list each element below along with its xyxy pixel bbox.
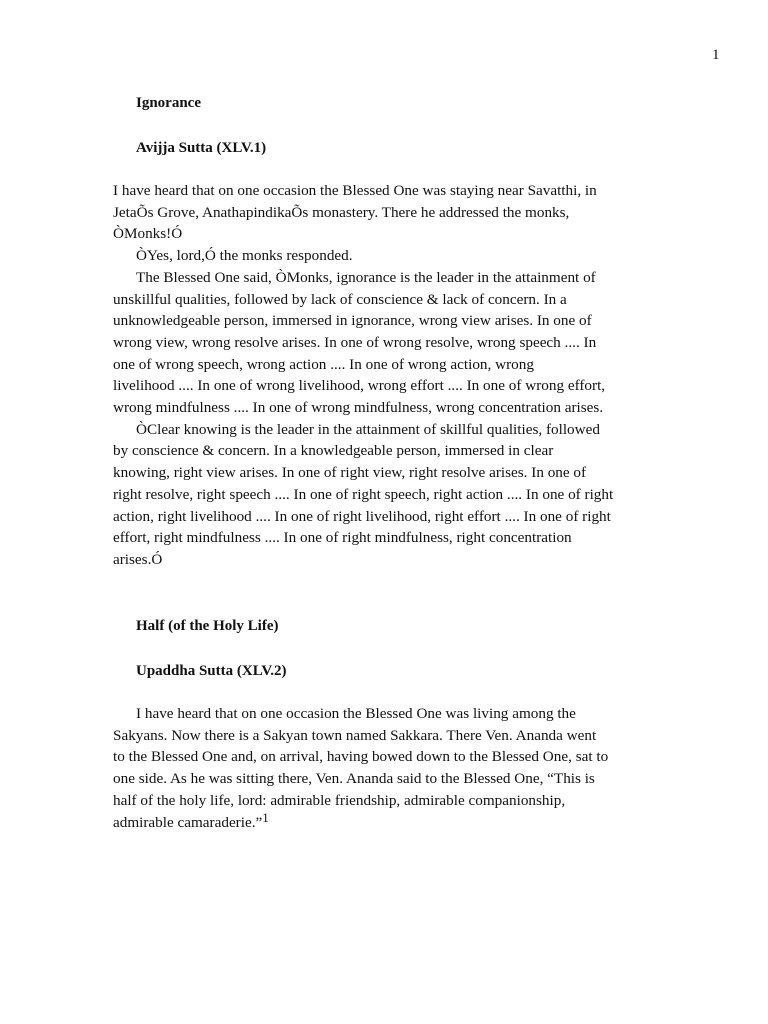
text-line: ÒClear knowing is the leader in the attainment of skillful qualities, followed: [136, 420, 600, 438]
sutta-title-upaddha: Upaddha Sutta (XLV.2): [136, 663, 287, 679]
text-line: arises.Ó: [113, 550, 163, 568]
section-title-ignorance: Ignorance: [136, 95, 201, 111]
section-title-half-holy-life: Half (of the Holy Life): [136, 618, 279, 634]
text-line-last: [113, 809, 673, 834]
text-line: by conscience & concern. In a knowledgeable person, immersed in clear: [113, 442, 554, 460]
text-line: knowing, right view arises. In one of right view, right resolve arises. In one of: [113, 464, 587, 482]
text-line: livelihood .... In one of wrong livelihood, wrong effort .... In one of wrong effort,: [113, 377, 606, 395]
body-paragraph-2: [113, 703, 673, 833]
text-line: admirable camaraderie.”: [113, 813, 263, 831]
text-line: action, right livelihood .... In one of right livelihood, right effort .... In one of right: [113, 507, 611, 525]
text-line: effort, right mindfulness .... In one of right mindfulness, right concentration: [113, 529, 572, 547]
text-line: one side. As he was sitting there, Ven. Ananda said to the Blessed One, “This is: [113, 770, 595, 788]
sutta-title-avijja: Avijja Sutta (XLV.1): [136, 140, 267, 156]
text-line: ÒMonks!Ó: [113, 225, 183, 243]
text-line: Sakyans. Now there is a Sakyan town named Sakkara. There Ven. Ananda went: [113, 726, 597, 744]
text-line: JetaÕs Grove, AnathapindikaÕs monastery. There he addressed the monks,: [113, 203, 570, 221]
text-line: I have heard that on one occasion the Blessed One was staying near Savatthi, in: [113, 182, 597, 199]
body-paragraph-1: [113, 180, 673, 571]
text-line: ÒYes, lord,Ó the monks responded.: [136, 247, 353, 265]
text-line: The Blessed One said, ÒMonks, ignorance is the leader in the attainment of: [136, 268, 596, 286]
text-line: to the Blessed One and, on arrival, having bowed down to the Blessed One, sat to: [113, 748, 609, 766]
text-line: I have heard that on one occasion the Blessed One was living among the: [136, 705, 576, 722]
text-line: one of wrong speech, wrong action .... In one of wrong action, wrong: [113, 355, 534, 373]
text-line: wrong mindfulness .... In one of wrong mindfulness, wrong concentration arises.: [113, 399, 604, 417]
page-number: 1: [712, 47, 720, 63]
footnote-marker[interactable]: 1: [262, 809, 269, 825]
text-line: unknowledgeable person, immersed in ignorance, wrong view arises. In one of: [113, 312, 592, 330]
text-line: unskillful qualities, followed by lack of conscience & lack of concern. In a: [113, 290, 567, 308]
text-line: right resolve, right speech .... In one of right speech, right action .... In one of right: [113, 485, 614, 503]
text-line: half of the holy life, lord: admirable friendship, admirable companionship,: [113, 791, 566, 809]
text-line: wrong view, wrong resolve arises. In one of wrong resolve, wrong speech .... In: [113, 333, 597, 351]
